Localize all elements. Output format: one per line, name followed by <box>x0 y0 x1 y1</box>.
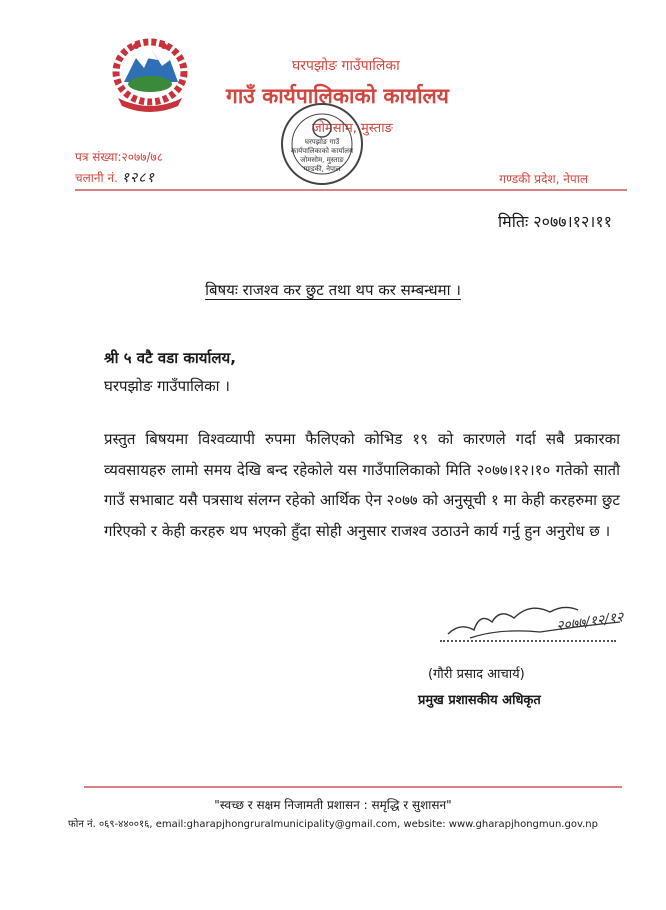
stamp-line3: जोमसोम, मुस्ताङ <box>300 156 344 164</box>
addressee-line2: घरपझोङ गाउँपालिका । <box>104 377 230 395</box>
signature-line <box>440 640 616 642</box>
province-label: गण्डकी प्रदेश, नेपाल <box>499 172 588 186</box>
footer-divider <box>84 786 622 788</box>
office-stamp <box>276 98 368 190</box>
office-name: गाउँ कार्यपालिकाको कार्यालय <box>226 84 449 108</box>
reference-number: पत्र संख्या:२०७७/७८ <box>75 150 163 164</box>
municipality-name: घरपझोङ गाउँपालिका <box>292 58 400 74</box>
signature-date: २०७७/१२/१२ <box>555 609 625 635</box>
footer-contact: फोन नं. ०६९-४४००१६, email:gharapjhongruralmunicipality@gmail.com, website: www.gharapjhongmun.gov.np <box>68 819 598 830</box>
header-divider <box>75 189 627 191</box>
signatory-title: प्रमुख प्रशासकीय अधिकृत <box>418 693 541 708</box>
footer-motto: "स्वच्छ र सक्षम निजामती प्रशासन : समृद्धि र सुशासन" <box>214 798 452 812</box>
dispatch-label: चलानी नं. <box>75 171 118 185</box>
dispatch-number: १२८१ <box>121 170 155 186</box>
letter-date: मितिः २०७७।१२।११ <box>498 212 612 231</box>
subject-text: बिषयः राजश्व कर छुट तथा थप कर सम्बन्धमा । <box>205 281 461 299</box>
office-location: जोमसोम, मुस्ताङ <box>312 121 393 136</box>
nepal-emblem-logo <box>106 36 194 114</box>
dispatch-row <box>75 168 155 187</box>
letter-subject <box>0 280 666 300</box>
addressee-line1: श्री ५ वटै वडा कार्यालय, <box>104 349 236 367</box>
stamp-line1: घरपझोङ गाउँ <box>304 138 340 146</box>
signatory-name: (गौरी प्रसाद आचार्य) <box>428 667 525 682</box>
stamp-line2: कार्यपालिकाको कार्यालय <box>290 147 354 155</box>
stamp-line4: गण्डकी, नेपाल <box>303 165 341 173</box>
letter-body: प्रस्तुत बिषयमा विश्वव्यापी रुपमा फैलिएको कोभिड १९ को कारणले गर्दा सबै प्रकारका व्यवसायहरु लामो समय देखि बन्द रहेकोले यस गाउँपालिकाको मिति २०७७।१२।१० गतेको सातौ गाउँ सभाबाट यसै पत्रसाथ संलग्न रहेको आर्थिक ऐन २०७७ को अनुसूची १ मा केही करहरुमा छुट गरिएको र केही करहरु थप भएको हुँदा सोही अनुसार राजश्व उठाउने कार्य गर्नु हुन अनुरोध छ । <box>104 430 620 540</box>
